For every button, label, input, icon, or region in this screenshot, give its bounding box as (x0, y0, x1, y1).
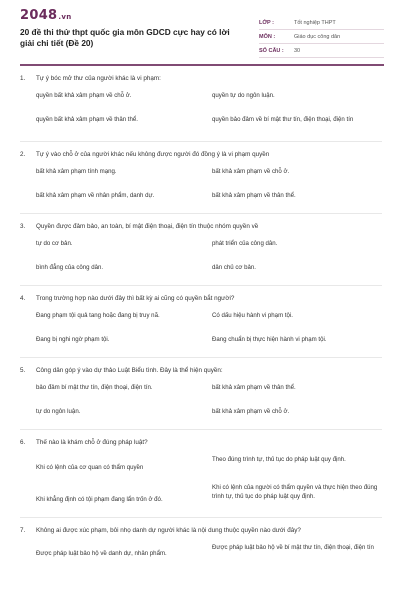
info-label: LỚP : (259, 19, 274, 26)
header-left (20, 8, 230, 64)
logo-suffix: .vn (58, 13, 72, 21)
answer-option[interactable]: Đang bị nghi ngờ phạm tội. (36, 336, 110, 343)
question-3 (20, 214, 382, 286)
answer-option[interactable]: bình đẳng của công dân. (36, 264, 104, 271)
answer-option[interactable]: Theo đúng trình tự, thủ tục do pháp luật quy định. (212, 456, 346, 463)
info-value: 30 (294, 47, 301, 54)
question-7 (20, 518, 382, 565)
answer-options (20, 89, 382, 141)
answer-option[interactable]: Được pháp luật bảo hộ về danh dự, nhân phẩm. (36, 550, 167, 558)
logo-text: 2048 (20, 8, 58, 23)
question-2 (20, 142, 382, 214)
answer-option[interactable]: quyền bảo đảm về bí mật thư tín, điện thoại, điện tín (212, 116, 354, 123)
question-stem (20, 74, 382, 83)
question-stem (20, 150, 382, 159)
answer-option[interactable]: tự do cơ bản. (36, 240, 73, 247)
answer-option[interactable]: bất khả xâm phạm về nhân phẩm, danh dự. (36, 192, 155, 199)
question-5 (20, 358, 382, 430)
question-number: 2. (20, 151, 26, 158)
document-title: 20 đề thi thử thpt quốc gia môn GDCD cực hay có lời giải chi tiết (Đề 20) (20, 27, 230, 48)
question-number: 1. (20, 75, 26, 82)
question-text: Tự ý vào chỗ ở của người khác nếu không được người đó đồng ý là vi phạm quyền (36, 151, 270, 158)
answer-option[interactable]: Đang phạm tội quả tang hoặc đang bị truy nã. (36, 312, 160, 319)
answer-options (20, 541, 382, 565)
answer-option[interactable]: Khi có lệnh của cơ quan có thẩm quyền (36, 464, 144, 472)
answer-option[interactable]: dân chủ cơ bản. (212, 264, 256, 271)
answer-option[interactable]: quyền bất khả xâm phạm về chỗ ở. (36, 92, 132, 99)
question-stem (20, 294, 382, 303)
answer-option[interactable]: bảo đảm bí mật thư tín, điện thoại, điện tín. (36, 384, 153, 391)
info-value: Tốt nghiệp THPT (294, 19, 336, 26)
question-number: 3. (20, 223, 26, 230)
header-divider (20, 64, 384, 66)
answer-options (20, 165, 382, 213)
info-row-class (259, 16, 384, 30)
question-number: 7. (20, 527, 26, 534)
answer-option[interactable]: Khi có lệnh của người có thẩm quyền và thực hiện theo đúng trình tự, thủ tục do pháp luật quy định. (212, 484, 378, 500)
answer-option[interactable]: bất khả xâm phạm về thân thể. (212, 384, 296, 391)
question-1 (20, 66, 382, 142)
info-row-subject (259, 30, 384, 44)
info-label: SỐ CÂU : (259, 47, 284, 54)
answer-options (20, 309, 382, 357)
answer-option[interactable]: phát triển của công dân. (212, 240, 278, 247)
answer-option[interactable]: Đang chuẩn bị thực hiện hành vi phạm tội. (212, 336, 327, 343)
question-number: 4. (20, 295, 26, 302)
site-logo[interactable] (20, 8, 230, 23)
info-label: MÔN : (259, 33, 276, 40)
answer-options (20, 381, 382, 429)
question-number: 5. (20, 367, 26, 374)
question-text: Không ai được xúc phạm, bôi nhọ danh dự người khác là nội dung thuộc quyền nào dưới đây? (36, 527, 301, 534)
answer-option[interactable]: Khi khẳng định có tội phạm đang lẩn trốn ở đó. (36, 496, 163, 504)
answer-option[interactable]: Được pháp luật bảo hộ về bí mật thư tín, điện thoại, điện tín (212, 544, 374, 551)
question-text: Tự ý bóc mở thư của người khác là vi phạm: (36, 75, 161, 82)
answer-option[interactable]: bất khả xâm phạm về chỗ ở. (212, 408, 290, 415)
answer-option[interactable]: bất khả xâm phạm tính mạng. (36, 168, 117, 175)
answer-option[interactable]: bất khả xâm phạm về thân thể. (212, 192, 296, 199)
question-text: Thế nào là khám chỗ ở đúng pháp luật? (36, 439, 148, 446)
info-row-count (259, 44, 384, 58)
answer-option[interactable]: bất khả xâm phạm về chỗ ở. (212, 168, 290, 175)
answer-option[interactable]: quyền tự do ngôn luận. (212, 92, 275, 99)
question-number: 6. (20, 439, 26, 446)
question-6 (20, 430, 382, 518)
question-list (0, 66, 400, 565)
document-info (259, 8, 384, 64)
question-stem (20, 366, 382, 375)
question-4 (20, 286, 382, 358)
answer-option[interactable]: tự do ngôn luận. (36, 408, 81, 415)
question-text: Công dân góp ý vào dự thảo Luật Biểu tình. Đây là thể hiện quyền: (36, 367, 223, 374)
question-stem (20, 222, 382, 231)
info-value: Giáo dục công dân (294, 33, 341, 40)
answer-option[interactable]: quyền bất khả xâm phạm về thân thể. (36, 116, 138, 123)
question-text: Quyền được đảm bảo, an toàn, bí mật điện thoại, điện tín thuộc nhóm quyền về (36, 223, 259, 230)
answer-options (20, 453, 382, 517)
answer-option[interactable]: Có dấu hiệu hành vi phạm tội. (212, 312, 293, 319)
question-stem (20, 526, 382, 535)
document-header (0, 0, 400, 64)
answer-options (20, 237, 382, 285)
question-text: Trong trường hợp nào dưới đây thì bất kỳ ai cũng có quyền bắt người? (36, 295, 235, 302)
question-stem (20, 438, 382, 447)
